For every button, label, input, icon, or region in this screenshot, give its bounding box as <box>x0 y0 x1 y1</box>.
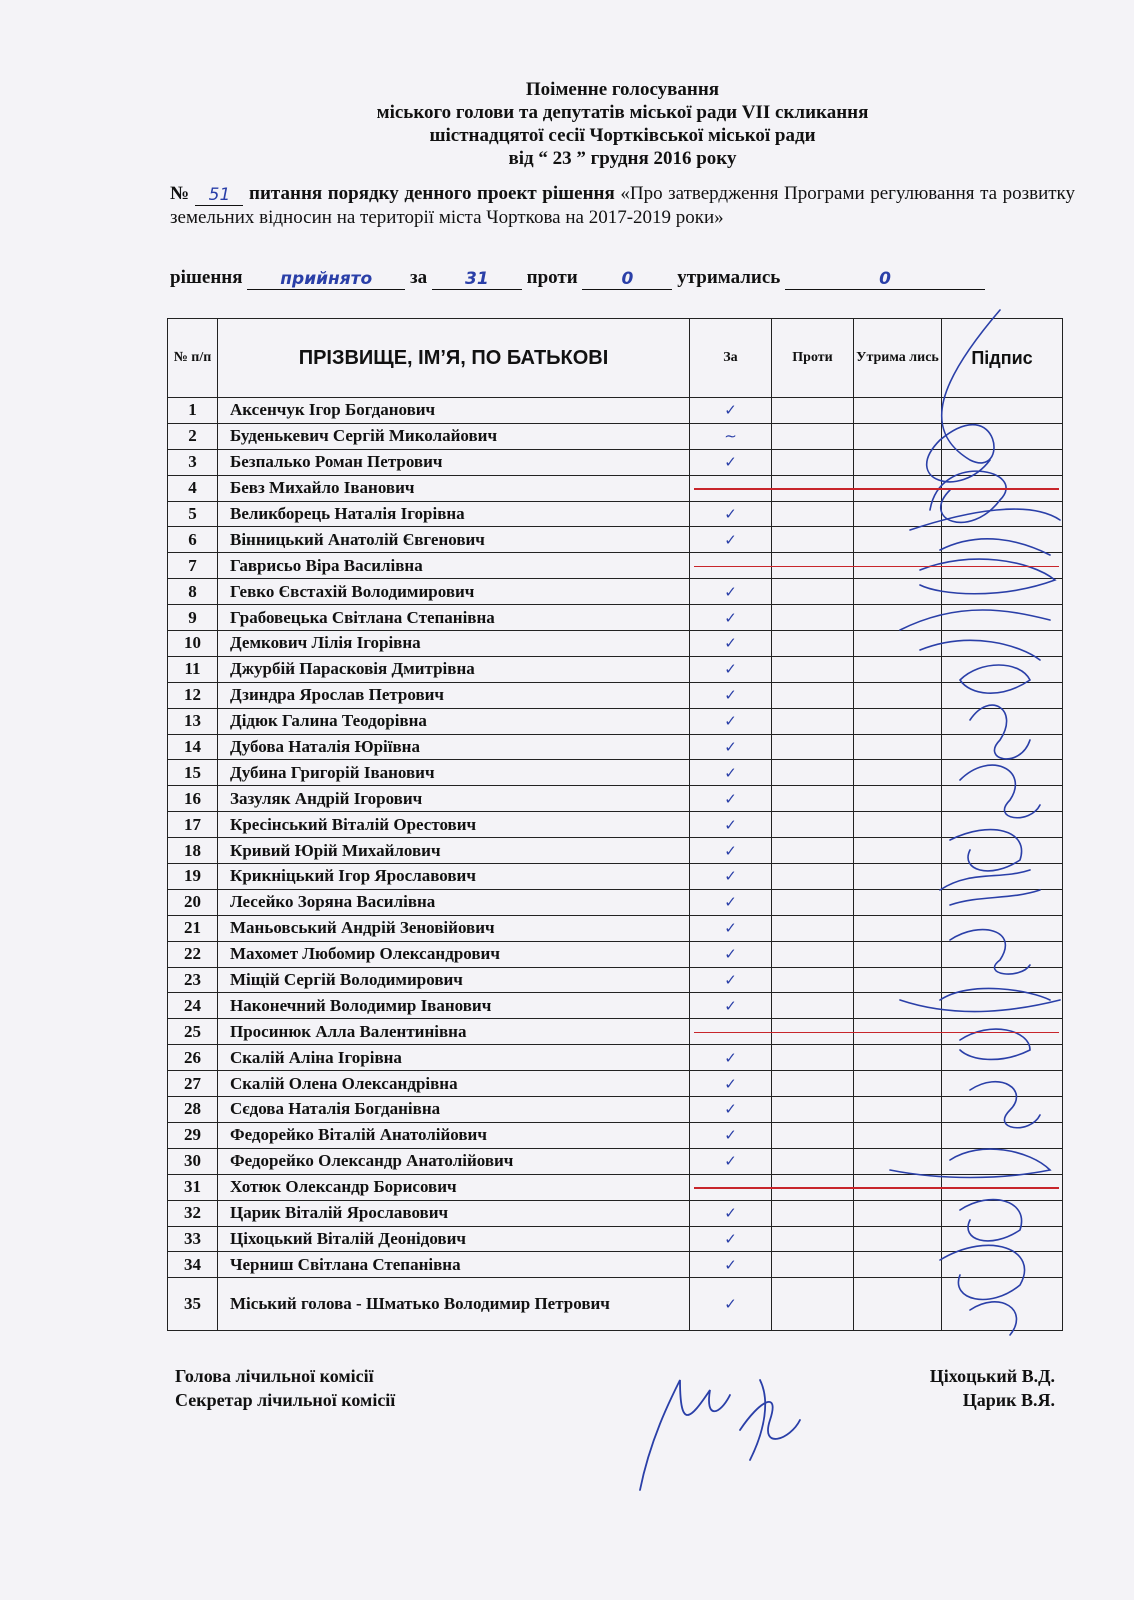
row-number: 27 <box>168 1071 218 1097</box>
vote-against <box>772 527 854 553</box>
vote-for: ✓ <box>690 631 772 657</box>
vote-against <box>772 993 854 1019</box>
row-number: 33 <box>168 1226 218 1252</box>
row-number: 3 <box>168 449 218 475</box>
deputy-name: Федорейко Олександр Анатолійович <box>218 1148 690 1174</box>
question-lead: питання порядку денного проект рішення <box>249 183 615 204</box>
deputy-name: Скалій Аліна Ігорівна <box>218 1045 690 1071</box>
vote-against <box>772 915 854 941</box>
deputy-name: Федорейко Віталій Анатолійович <box>218 1122 690 1148</box>
deputy-name: Міський голова - Шматько Володимир Петрович <box>218 1278 690 1331</box>
deputy-name: Маньовський Андрій Зеновійович <box>218 915 690 941</box>
deputy-name: Царик Віталій Ярославович <box>218 1200 690 1226</box>
vote-against <box>772 501 854 527</box>
vote-for: ✓ <box>690 967 772 993</box>
deputy-name: Джурбій Парасковія Дмитрівна <box>218 656 690 682</box>
row-number: 21 <box>168 915 218 941</box>
header-title: Поіменне голосування <box>525 79 720 100</box>
vote-against <box>772 1045 854 1071</box>
signature-icon <box>950 930 1030 974</box>
decision-value: прийнято <box>280 269 373 289</box>
vote-against <box>772 1122 854 1148</box>
row-number: 28 <box>168 1097 218 1123</box>
secretary-label: Секретар лічильної комісії <box>175 1390 396 1410</box>
row-number: 17 <box>168 812 218 838</box>
against-label: проти <box>526 267 578 288</box>
vote-for: ∼ <box>690 423 772 449</box>
against-value: 0 <box>621 269 634 289</box>
row-number: 5 <box>168 501 218 527</box>
abstain-label: утримались <box>677 267 781 288</box>
header-abstain: Утрима лись <box>854 319 942 398</box>
commission-signatures <box>620 1360 820 1500</box>
vote-for: ✓ <box>690 864 772 890</box>
vote-against <box>772 1226 854 1252</box>
deputy-name: Міщій Сергій Володимирович <box>218 967 690 993</box>
deputy-name: Буденькевич Сергій Миколайович <box>218 423 690 449</box>
vote-for: ✓ <box>690 1278 772 1331</box>
vote-for: ✓ <box>690 708 772 734</box>
signature-icon <box>900 610 1050 660</box>
header-against: Проти <box>772 319 854 398</box>
vote-against <box>772 889 854 915</box>
row-number: 25 <box>168 1019 218 1045</box>
header-signature: Підпис <box>942 319 1063 398</box>
vote-against <box>772 734 854 760</box>
header-name: ПРІЗВИЩЕ, ІМ’Я, ПО БАТЬКОВІ <box>218 319 690 398</box>
header-for: За <box>690 319 772 398</box>
row-number: 11 <box>168 656 218 682</box>
vote-for: ✓ <box>690 812 772 838</box>
vote-for: ✓ <box>690 915 772 941</box>
signature-icon <box>927 310 1000 482</box>
abstain-value: 0 <box>879 269 892 289</box>
vote-against <box>772 1097 854 1123</box>
deputy-name: Ціхоцький Віталій Деонідович <box>218 1226 690 1252</box>
vote-for: ✓ <box>690 1148 772 1174</box>
row-number: 13 <box>168 708 218 734</box>
deputy-name: Бевз Михайло Іванович <box>218 475 690 501</box>
deputy-name: Наконечний Володимир Іванович <box>218 993 690 1019</box>
deputy-name: Безпалько Роман Петрович <box>218 449 690 475</box>
signature-icon <box>960 765 1040 818</box>
question-body: «Про затвердження Програми регулювання та розвитку земельних відносин на території міста Чорткова на 2017-2019 роки» <box>170 183 1076 228</box>
absent-strike-line <box>694 1032 1059 1034</box>
deputy-name: Хотюк Олександр Борисович <box>218 1174 690 1200</box>
question-number: 51 <box>208 185 231 205</box>
deputy-name: Аксенчук Ігор Богданович <box>218 398 690 424</box>
vote-against <box>772 760 854 786</box>
row-number: 23 <box>168 967 218 993</box>
row-number: 29 <box>168 1122 218 1148</box>
vote-for: ✓ <box>690 1097 772 1123</box>
signature-icon <box>920 559 1055 594</box>
deputy-name: Скалій Олена Олександрівна <box>218 1071 690 1097</box>
vote-against <box>772 708 854 734</box>
deputy-name: Дубова Наталія Юріївна <box>218 734 690 760</box>
commission-footer <box>175 1364 1055 1412</box>
vote-for: ✓ <box>690 1045 772 1071</box>
vote-against <box>772 398 854 424</box>
deputy-name: Просинюк Алла Валентинівна <box>218 1019 690 1045</box>
decision-label: рішення <box>170 267 243 288</box>
vote-against <box>772 579 854 605</box>
vote-for: ✓ <box>690 1252 772 1278</box>
row-number: 2 <box>168 423 218 449</box>
signature-icon <box>940 870 1040 905</box>
deputy-name: Махомет Любомир Олександрович <box>218 941 690 967</box>
absent-strike-line <box>694 566 1059 568</box>
row-number: 8 <box>168 579 218 605</box>
vote-for: ✓ <box>690 993 772 1019</box>
vote-against <box>772 1200 854 1226</box>
signature-icon <box>960 665 1030 693</box>
vote-against <box>772 967 854 993</box>
deputy-name: Дубина Григорій Іванович <box>218 760 690 786</box>
vote-against <box>772 1252 854 1278</box>
row-number: 7 <box>168 553 218 579</box>
vote-against <box>772 1278 854 1331</box>
vote-against <box>772 656 854 682</box>
row-number: 32 <box>168 1200 218 1226</box>
signature-icon <box>950 830 1022 871</box>
signature-icon <box>640 1380 730 1490</box>
question-num-label: № <box>170 183 190 204</box>
row-number: 6 <box>168 527 218 553</box>
vote-for: ✓ <box>690 527 772 553</box>
row-number: 15 <box>168 760 218 786</box>
row-number: 35 <box>168 1278 218 1331</box>
row-number: 34 <box>168 1252 218 1278</box>
row-number: 16 <box>168 786 218 812</box>
vote-for: ✓ <box>690 398 772 424</box>
vote-against <box>772 838 854 864</box>
vote-for: ✓ <box>690 501 772 527</box>
row-number: 30 <box>168 1148 218 1174</box>
row-number: 4 <box>168 475 218 501</box>
signature-icon <box>910 509 1060 555</box>
vote-for: ✓ <box>690 786 772 812</box>
chair-label: Голова лічильної комісії <box>175 1366 374 1386</box>
row-number: 22 <box>168 941 218 967</box>
deputy-name: Лесейко Зоряна Василівна <box>218 889 690 915</box>
secretary-name: Царик В.Я. <box>962 1390 1055 1410</box>
vote-for: ✓ <box>690 1200 772 1226</box>
vote-against <box>772 682 854 708</box>
deputy-name: Кривий Юрій Михайлович <box>218 838 690 864</box>
signature-icon <box>900 988 1060 1011</box>
row-number: 18 <box>168 838 218 864</box>
vote-against <box>772 605 854 631</box>
header-num: № п/п <box>168 319 218 398</box>
vote-for: ✓ <box>690 682 772 708</box>
signature-icon <box>960 1029 1030 1059</box>
vote-for: ✓ <box>690 838 772 864</box>
header-subtitle-2: шістнадцятої сесії Чортківської міської ради <box>429 125 816 146</box>
document-header <box>170 78 1075 170</box>
signature-icon <box>890 1149 1050 1177</box>
signature-icon <box>940 1245 1025 1299</box>
for-value: 31 <box>465 269 489 289</box>
vote-for: ✓ <box>690 734 772 760</box>
deputy-name: Гевко Євстахій Володимирович <box>218 579 690 605</box>
vote-for: ✓ <box>690 449 772 475</box>
deputy-name: Дзиндра Ярослав Петрович <box>218 682 690 708</box>
signature-icon <box>970 1302 1016 1335</box>
vote-against <box>772 1071 854 1097</box>
row-number: 12 <box>168 682 218 708</box>
deputy-name: Зазуляк Андрій Ігорович <box>218 786 690 812</box>
agenda-question <box>170 182 1075 230</box>
absent-strike-line <box>694 488 1059 490</box>
signature-icon <box>970 1082 1040 1128</box>
deputy-name: Гаврисьо Віра Василівна <box>218 553 690 579</box>
deputy-name: Грабовецька Світлана Степанівна <box>218 605 690 631</box>
row-number: 9 <box>168 605 218 631</box>
row-number: 1 <box>168 398 218 424</box>
row-number: 24 <box>168 993 218 1019</box>
vote-for: ✓ <box>690 1071 772 1097</box>
vote-against <box>772 449 854 475</box>
signature-icon <box>960 1200 1022 1241</box>
vote-for: ✓ <box>690 656 772 682</box>
deputy-name: Крикніцький Ігор Ярославович <box>218 864 690 890</box>
signature-icon <box>740 1380 800 1460</box>
vote-for: ✓ <box>690 760 772 786</box>
vote-against <box>772 786 854 812</box>
vote-for: ✓ <box>690 1226 772 1252</box>
row-number: 14 <box>168 734 218 760</box>
row-number: 10 <box>168 631 218 657</box>
decision-line <box>170 266 1075 290</box>
vote-against <box>772 812 854 838</box>
row-number: 31 <box>168 1174 218 1200</box>
chair-name: Ціхоцький В.Д. <box>929 1366 1055 1386</box>
signature-icon <box>970 705 1030 759</box>
vote-for: ✓ <box>690 1122 772 1148</box>
signature-column-scribbles <box>880 300 1080 1350</box>
deputy-name: Сєдова Наталія Богданівна <box>218 1097 690 1123</box>
deputy-name: Кресінський Віталій Орестович <box>218 812 690 838</box>
row-number: 26 <box>168 1045 218 1071</box>
header-date: від “ 23 ” грудня 2016 року <box>508 148 737 169</box>
vote-against <box>772 631 854 657</box>
for-label: за <box>410 267 428 288</box>
vote-for: ✓ <box>690 889 772 915</box>
vote-against <box>772 1148 854 1174</box>
vote-against <box>772 864 854 890</box>
header-subtitle-1: міського голови та депутатів міської ради VII скликання <box>376 102 869 123</box>
deputy-name: Вінницький Анатолій Євгенович <box>218 527 690 553</box>
vote-for: ✓ <box>690 605 772 631</box>
deputy-name: Черниш Світлана Степанівна <box>218 1252 690 1278</box>
deputy-name: Демкович Лілія Ігорівна <box>218 631 690 657</box>
row-number: 19 <box>168 864 218 890</box>
vote-against <box>772 423 854 449</box>
deputy-name: Дідюк Галина Теодорівна <box>218 708 690 734</box>
row-number: 20 <box>168 889 218 915</box>
deputy-name: Великборець Наталія Ігорівна <box>218 501 690 527</box>
vote-against <box>772 941 854 967</box>
absent-strike-line <box>694 1187 1059 1189</box>
vote-for: ✓ <box>690 579 772 605</box>
vote-for: ✓ <box>690 941 772 967</box>
